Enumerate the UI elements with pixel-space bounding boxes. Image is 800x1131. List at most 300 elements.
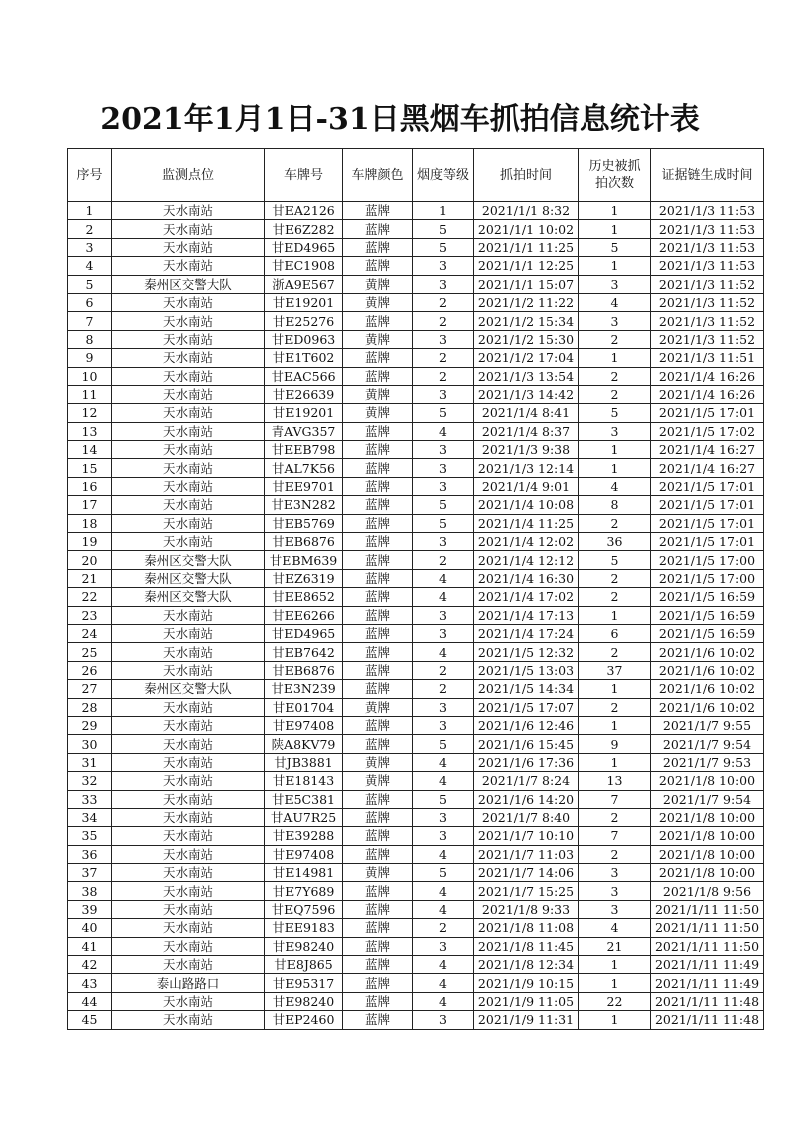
cell-location: 泰山路路口 [112,974,265,992]
cell-serial: 31 [68,753,112,771]
cell-location: 天水南站 [112,293,265,311]
cell-evidence-time: 2021/1/3 11:53 [651,238,764,256]
table-row [68,1011,764,1029]
cell-serial: 14 [68,441,112,459]
cell-smoke-level: 4 [413,753,474,771]
cell-history-count: 3 [579,900,651,918]
cell-evidence-time: 2021/1/11 11:50 [651,900,764,918]
table-row [68,330,764,348]
cell-location: 天水南站 [112,698,265,716]
cell-evidence-time: 2021/1/8 10:00 [651,827,764,845]
cell-evidence-time: 2021/1/5 17:00 [651,551,764,569]
cell-plate: 甘E01704 [265,698,343,716]
table-row [68,220,764,238]
cell-capture-time: 2021/1/1 15:07 [474,275,579,293]
table-row [68,937,764,955]
cell-plate-color: 蓝牌 [343,551,413,569]
table-row [68,569,764,587]
cell-plate: 甘EQ7596 [265,900,343,918]
cell-plate-color: 蓝牌 [343,312,413,330]
table-row [68,312,764,330]
table-row [68,808,764,826]
table-row [68,349,764,367]
cell-history-count: 2 [579,808,651,826]
table-row [68,275,764,293]
cell-serial: 38 [68,882,112,900]
cell-smoke-level: 5 [413,790,474,808]
cell-capture-time: 2021/1/7 14:06 [474,864,579,882]
cell-location: 天水南站 [112,533,265,551]
cell-serial: 21 [68,569,112,587]
cell-history-count: 1 [579,441,651,459]
cell-history-count: 1 [579,202,651,220]
cell-capture-time: 2021/1/6 12:46 [474,716,579,734]
table-row [68,533,764,551]
cell-smoke-level: 3 [413,827,474,845]
cell-smoke-level: 5 [413,496,474,514]
cell-serial: 2 [68,220,112,238]
cell-history-count: 5 [579,404,651,422]
cell-location: 天水南站 [112,404,265,422]
cell-plate-color: 蓝牌 [343,992,413,1010]
cell-history-count: 1 [579,220,651,238]
cell-plate: 甘E6Z282 [265,220,343,238]
cell-evidence-time: 2021/1/6 10:02 [651,661,764,679]
cell-serial: 23 [68,606,112,624]
header-serial: 序号 [68,149,112,202]
cell-plate: 甘AU7R25 [265,808,343,826]
cell-location: 天水南站 [112,790,265,808]
cell-serial: 1 [68,202,112,220]
cell-evidence-time: 2021/1/3 11:53 [651,202,764,220]
cell-smoke-level: 5 [413,220,474,238]
cell-plate-color: 蓝牌 [343,882,413,900]
cell-smoke-level: 1 [413,202,474,220]
cell-plate: 甘EB5769 [265,514,343,532]
cell-plate: 浙A9E567 [265,275,343,293]
cell-evidence-time: 2021/1/4 16:27 [651,441,764,459]
cell-evidence-time: 2021/1/4 16:26 [651,385,764,403]
cell-evidence-time: 2021/1/3 11:52 [651,330,764,348]
cell-capture-time: 2021/1/1 10:02 [474,220,579,238]
cell-location: 天水南站 [112,864,265,882]
cell-plate: 甘E3N282 [265,496,343,514]
cell-smoke-level: 4 [413,643,474,661]
header-plate-color: 车牌颜色 [343,149,413,202]
table-row [68,661,764,679]
cell-serial: 40 [68,919,112,937]
cell-location: 秦州区交警大队 [112,569,265,587]
cell-smoke-level: 3 [413,385,474,403]
cell-evidence-time: 2021/1/11 11:49 [651,956,764,974]
cell-capture-time: 2021/1/8 12:34 [474,956,579,974]
cell-history-count: 1 [579,680,651,698]
cell-plate: 甘E39288 [265,827,343,845]
cell-location: 天水南站 [112,220,265,238]
cell-location: 天水南站 [112,367,265,385]
cell-history-count: 1 [579,349,651,367]
cell-evidence-time: 2021/1/6 10:02 [651,680,764,698]
cell-history-count: 4 [579,477,651,495]
cell-serial: 22 [68,588,112,606]
table-row [68,919,764,937]
cell-smoke-level: 3 [413,330,474,348]
cell-location: 天水南站 [112,422,265,440]
cell-capture-time: 2021/1/4 8:37 [474,422,579,440]
cell-capture-time: 2021/1/8 11:45 [474,937,579,955]
cell-serial: 42 [68,956,112,974]
table-row [68,716,764,734]
cell-capture-time: 2021/1/9 11:05 [474,992,579,1010]
cell-evidence-time: 2021/1/6 10:02 [651,643,764,661]
cell-plate: 陕A8KV79 [265,735,343,753]
table-row [68,974,764,992]
cell-capture-time: 2021/1/4 12:12 [474,551,579,569]
cell-serial: 27 [68,680,112,698]
cell-evidence-time: 2021/1/5 17:01 [651,533,764,551]
cell-smoke-level: 4 [413,422,474,440]
cell-serial: 41 [68,937,112,955]
cell-history-count: 2 [579,514,651,532]
cell-history-count: 3 [579,275,651,293]
cell-serial: 33 [68,790,112,808]
cell-smoke-level: 4 [413,992,474,1010]
cell-evidence-time: 2021/1/11 11:50 [651,937,764,955]
cell-plate-color: 蓝牌 [343,790,413,808]
cell-evidence-time: 2021/1/11 11:48 [651,992,764,1010]
cell-plate: 甘E8J865 [265,956,343,974]
table-row [68,477,764,495]
cell-capture-time: 2021/1/7 8:40 [474,808,579,826]
cell-evidence-time: 2021/1/4 16:27 [651,459,764,477]
cell-plate: 甘E19201 [265,293,343,311]
header-plate: 车牌号 [265,149,343,202]
cell-plate-color: 蓝牌 [343,643,413,661]
cell-capture-time: 2021/1/6 17:36 [474,753,579,771]
cell-plate: 甘EBM639 [265,551,343,569]
cell-plate-color: 蓝牌 [343,716,413,734]
cell-serial: 12 [68,404,112,422]
cell-location: 天水南站 [112,257,265,275]
cell-plate-color: 蓝牌 [343,422,413,440]
cell-serial: 34 [68,808,112,826]
cell-history-count: 2 [579,698,651,716]
cell-history-count: 3 [579,422,651,440]
cell-location: 天水南站 [112,202,265,220]
table-row [68,772,764,790]
cell-evidence-time: 2021/1/8 10:00 [651,864,764,882]
cell-smoke-level: 2 [413,680,474,698]
cell-capture-time: 2021/1/9 11:31 [474,1011,579,1029]
table-row [68,606,764,624]
cell-plate-color: 蓝牌 [343,477,413,495]
cell-location: 天水南站 [112,882,265,900]
cell-history-count: 2 [579,643,651,661]
cell-smoke-level: 3 [413,606,474,624]
cell-smoke-level: 3 [413,716,474,734]
cell-smoke-level: 5 [413,514,474,532]
cell-location: 秦州区交警大队 [112,680,265,698]
cell-history-count: 5 [579,551,651,569]
cell-plate: 甘ED4965 [265,238,343,256]
cell-location: 秦州区交警大队 [112,551,265,569]
cell-plate: 甘E5C381 [265,790,343,808]
cell-plate: 甘EC1908 [265,257,343,275]
cell-evidence-time: 2021/1/11 11:48 [651,1011,764,1029]
cell-smoke-level: 3 [413,257,474,275]
cell-evidence-time: 2021/1/5 16:59 [651,624,764,642]
cell-history-count: 2 [579,845,651,863]
cell-plate: 甘EE6266 [265,606,343,624]
cell-plate: 甘E18143 [265,772,343,790]
cell-history-count: 1 [579,974,651,992]
cell-smoke-level: 5 [413,735,474,753]
cell-plate-color: 蓝牌 [343,845,413,863]
cell-evidence-time: 2021/1/8 10:00 [651,845,764,863]
cell-location: 天水南站 [112,808,265,826]
cell-smoke-level: 4 [413,900,474,918]
cell-smoke-level: 4 [413,772,474,790]
cell-plate-color: 蓝牌 [343,257,413,275]
cell-plate-color: 蓝牌 [343,624,413,642]
cell-capture-time: 2021/1/2 15:30 [474,330,579,348]
cell-evidence-time: 2021/1/3 11:52 [651,312,764,330]
cell-serial: 26 [68,661,112,679]
cell-plate: 甘E19201 [265,404,343,422]
statistics-table [67,148,764,1030]
cell-smoke-level: 3 [413,275,474,293]
cell-location: 天水南站 [112,312,265,330]
table-row [68,900,764,918]
cell-smoke-level: 5 [413,864,474,882]
cell-plate: 甘EEB798 [265,441,343,459]
cell-plate-color: 蓝牌 [343,514,413,532]
cell-plate-color: 蓝牌 [343,496,413,514]
cell-capture-time: 2021/1/3 9:38 [474,441,579,459]
table-row [68,827,764,845]
cell-evidence-time: 2021/1/5 17:01 [651,514,764,532]
cell-serial: 6 [68,293,112,311]
cell-capture-time: 2021/1/7 11:03 [474,845,579,863]
cell-plate: 甘EE9183 [265,919,343,937]
cell-smoke-level: 5 [413,404,474,422]
cell-evidence-time: 2021/1/6 10:02 [651,698,764,716]
cell-smoke-level: 2 [413,661,474,679]
table-row [68,790,764,808]
cell-plate-color: 蓝牌 [343,680,413,698]
table-row [68,624,764,642]
table-row [68,385,764,403]
cell-capture-time: 2021/1/2 15:34 [474,312,579,330]
cell-serial: 37 [68,864,112,882]
cell-serial: 28 [68,698,112,716]
cell-smoke-level: 4 [413,974,474,992]
cell-plate: 甘EP2460 [265,1011,343,1029]
cell-plate-color: 蓝牌 [343,808,413,826]
table-row [68,845,764,863]
cell-plate: 甘JB3881 [265,753,343,771]
cell-plate-color: 黄牌 [343,330,413,348]
cell-capture-time: 2021/1/3 12:14 [474,459,579,477]
cell-plate: 甘EZ6319 [265,569,343,587]
cell-smoke-level: 3 [413,808,474,826]
table-row [68,202,764,220]
cell-location: 天水南站 [112,643,265,661]
cell-location: 天水南站 [112,238,265,256]
cell-capture-time: 2021/1/3 14:42 [474,385,579,403]
cell-location: 天水南站 [112,919,265,937]
cell-history-count: 7 [579,827,651,845]
cell-history-count: 5 [579,238,651,256]
cell-serial: 7 [68,312,112,330]
cell-evidence-time: 2021/1/5 17:01 [651,496,764,514]
cell-location: 秦州区交警大队 [112,275,265,293]
cell-location: 天水南站 [112,661,265,679]
cell-smoke-level: 4 [413,882,474,900]
cell-location: 天水南站 [112,349,265,367]
cell-plate: 甘E25276 [265,312,343,330]
cell-history-count: 21 [579,937,651,955]
cell-history-count: 2 [579,330,651,348]
table-row [68,293,764,311]
cell-capture-time: 2021/1/4 9:01 [474,477,579,495]
cell-evidence-time: 2021/1/5 17:00 [651,569,764,587]
cell-evidence-time: 2021/1/5 16:59 [651,606,764,624]
cell-serial: 16 [68,477,112,495]
cell-serial: 44 [68,992,112,1010]
table-row [68,459,764,477]
cell-evidence-time: 2021/1/7 9:54 [651,790,764,808]
cell-capture-time: 2021/1/7 8:24 [474,772,579,790]
cell-location: 天水南站 [112,624,265,642]
cell-plate-color: 蓝牌 [343,974,413,992]
cell-plate: 甘E7Y689 [265,882,343,900]
cell-evidence-time: 2021/1/3 11:52 [651,275,764,293]
cell-evidence-time: 2021/1/8 10:00 [651,808,764,826]
cell-smoke-level: 5 [413,238,474,256]
cell-serial: 11 [68,385,112,403]
cell-history-count: 2 [579,385,651,403]
cell-capture-time: 2021/1/6 15:45 [474,735,579,753]
table-row [68,496,764,514]
cell-plate: 甘EE9701 [265,477,343,495]
cell-plate-color: 蓝牌 [343,349,413,367]
cell-serial: 30 [68,735,112,753]
cell-serial: 29 [68,716,112,734]
table-row [68,551,764,569]
cell-location: 天水南站 [112,496,265,514]
cell-capture-time: 2021/1/4 10:08 [474,496,579,514]
cell-location: 天水南站 [112,716,265,734]
cell-capture-time: 2021/1/4 17:24 [474,624,579,642]
cell-serial: 10 [68,367,112,385]
cell-evidence-time: 2021/1/7 9:55 [651,716,764,734]
table-row [68,588,764,606]
table-row [68,992,764,1010]
cell-location: 天水南站 [112,735,265,753]
cell-location: 天水南站 [112,330,265,348]
cell-history-count: 2 [579,588,651,606]
cell-location: 天水南站 [112,956,265,974]
cell-capture-time: 2021/1/3 13:54 [474,367,579,385]
cell-smoke-level: 2 [413,551,474,569]
cell-capture-time: 2021/1/8 11:08 [474,919,579,937]
cell-evidence-time: 2021/1/3 11:53 [651,257,764,275]
cell-serial: 20 [68,551,112,569]
cell-location: 天水南站 [112,772,265,790]
cell-plate: 甘E3N239 [265,680,343,698]
cell-history-count: 4 [579,919,651,937]
cell-location: 天水南站 [112,937,265,955]
cell-serial: 15 [68,459,112,477]
table-row [68,367,764,385]
cell-evidence-time: 2021/1/7 9:53 [651,753,764,771]
cell-history-count: 1 [579,606,651,624]
cell-smoke-level: 4 [413,569,474,587]
cell-evidence-time: 2021/1/7 9:54 [651,735,764,753]
cell-history-count: 2 [579,569,651,587]
cell-history-count: 8 [579,496,651,514]
cell-serial: 25 [68,643,112,661]
cell-plate-color: 黄牌 [343,404,413,422]
cell-history-count: 3 [579,312,651,330]
header-smoke-level: 烟度等级 [413,149,474,202]
cell-history-count: 7 [579,790,651,808]
cell-history-count: 36 [579,533,651,551]
table-row [68,753,764,771]
cell-evidence-time: 2021/1/11 11:50 [651,919,764,937]
cell-history-count: 1 [579,1011,651,1029]
cell-capture-time: 2021/1/4 8:41 [474,404,579,422]
cell-plate: 甘E98240 [265,937,343,955]
cell-plate: 甘E97408 [265,716,343,734]
cell-plate-color: 黄牌 [343,293,413,311]
cell-plate-color: 蓝牌 [343,900,413,918]
cell-plate: 甘EE8652 [265,588,343,606]
cell-plate-color: 蓝牌 [343,937,413,955]
cell-evidence-time: 2021/1/5 17:01 [651,477,764,495]
cell-location: 秦州区交警大队 [112,588,265,606]
cell-serial: 45 [68,1011,112,1029]
cell-serial: 4 [68,257,112,275]
cell-capture-time: 2021/1/7 10:10 [474,827,579,845]
cell-serial: 8 [68,330,112,348]
cell-smoke-level: 3 [413,477,474,495]
cell-smoke-level: 4 [413,956,474,974]
cell-location: 天水南站 [112,514,265,532]
cell-history-count: 1 [579,753,651,771]
cell-capture-time: 2021/1/5 12:32 [474,643,579,661]
cell-capture-time: 2021/1/4 17:13 [474,606,579,624]
table-row [68,643,764,661]
cell-plate-color: 蓝牌 [343,367,413,385]
table-row [68,422,764,440]
cell-capture-time: 2021/1/5 14:34 [474,680,579,698]
cell-serial: 36 [68,845,112,863]
cell-evidence-time: 2021/1/8 9:56 [651,882,764,900]
cell-smoke-level: 3 [413,533,474,551]
cell-serial: 19 [68,533,112,551]
cell-location: 天水南站 [112,827,265,845]
cell-smoke-level: 2 [413,367,474,385]
table-row [68,882,764,900]
cell-plate-color: 蓝牌 [343,606,413,624]
header-capture-time: 抓拍时间 [474,149,579,202]
cell-location: 天水南站 [112,753,265,771]
cell-serial: 32 [68,772,112,790]
cell-plate: 甘AL7K56 [265,459,343,477]
cell-evidence-time: 2021/1/5 16:59 [651,588,764,606]
